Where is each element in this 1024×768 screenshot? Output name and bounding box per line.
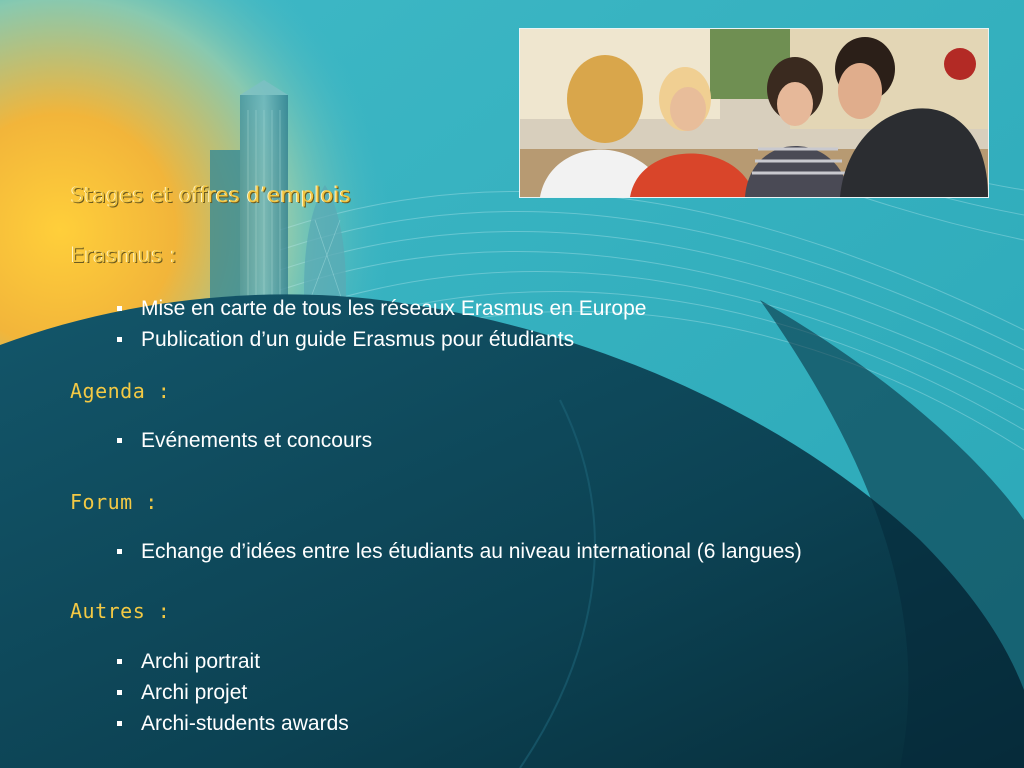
bullet-square-icon [117, 659, 122, 664]
list-item: Archi projet [115, 677, 349, 708]
list-item: Publication d’un guide Erasmus pour étudiants [115, 324, 646, 355]
bullet-square-icon [117, 721, 122, 726]
autres-heading: Autres : [70, 599, 171, 623]
bullet-square-icon [117, 690, 122, 695]
students-photo [519, 28, 989, 198]
erasmus-list [115, 293, 646, 355]
students-photo-icon [520, 29, 988, 197]
erasmus-heading: Erasmus : [71, 243, 177, 267]
bullet-square-icon [117, 549, 122, 554]
forum-heading: Forum : [70, 490, 158, 514]
forum-list [115, 536, 802, 567]
bullet-square-icon [117, 306, 122, 311]
agenda-heading: Agenda : [70, 379, 171, 403]
list-item: Mise en carte de tous les réseaux Erasmus en Europe [115, 293, 646, 324]
autres-list [115, 646, 349, 739]
agenda-list [115, 425, 372, 456]
list-item: Evénements et concours [115, 425, 372, 456]
list-item: Archi-students awards [115, 708, 349, 739]
list-item: Archi portrait [115, 646, 349, 677]
bullet-square-icon [117, 438, 122, 443]
list-item: Echange d’idées entre les étudiants au niveau international (6 langues) [115, 536, 802, 567]
stages-heading: Stages et offres d’emplois [71, 183, 351, 207]
bullet-square-icon [117, 337, 122, 342]
